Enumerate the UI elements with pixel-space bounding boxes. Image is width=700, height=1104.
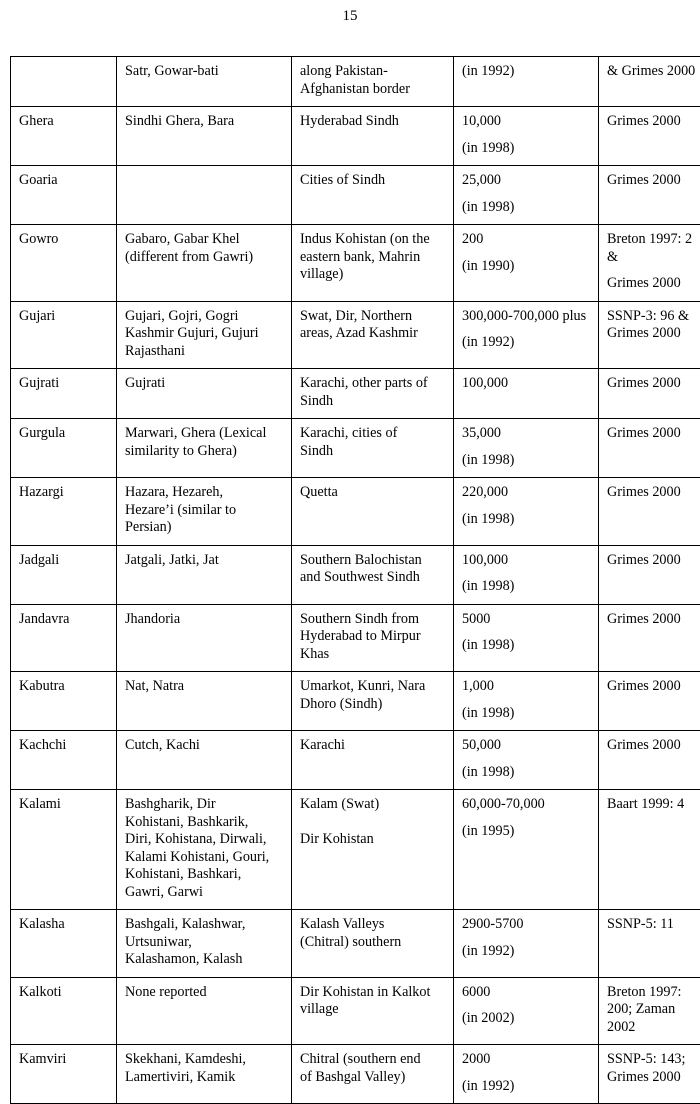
alternate-name-line: Jhandoria: [125, 611, 283, 629]
alternate-names-cell: [117, 107, 292, 166]
alternate-name-line: Lamertiviri, Kamik: [125, 1069, 283, 1087]
alternate-name-line: similarity to Ghera): [125, 443, 283, 461]
location-line: Sindh: [300, 443, 445, 461]
source-line: Grimes 2000: [607, 552, 700, 570]
alternate-name-line: Marwari, Ghera (Lexical: [125, 425, 283, 443]
source-line: Grimes 2000: [607, 611, 700, 629]
source-cell: [599, 910, 700, 978]
location-line: Southern Balochistan: [300, 552, 445, 570]
alternate-names-cell: [117, 790, 292, 910]
source-line: Grimes 2000: [607, 325, 700, 343]
table-row: [11, 478, 700, 546]
alternate-name-line: Cutch, Kachi: [125, 737, 283, 755]
location-line: Khas: [300, 646, 445, 664]
alternate-name-line: Kalami Kohistani, Gouri,: [125, 849, 283, 867]
location-line: eastern bank, Mahrin: [300, 249, 445, 267]
location-line: village): [300, 266, 445, 284]
location-line: Karachi, cities of: [300, 425, 445, 443]
alternate-name-line: Sindhi Ghera, Bara: [125, 113, 283, 131]
alternate-name-line: Gawri, Garwi: [125, 884, 283, 902]
population-value: 5000: [462, 611, 590, 629]
table-row: [11, 672, 700, 731]
language-name-cell: Hazargi: [11, 478, 117, 546]
location-line: Hyderabad Sindh: [300, 113, 445, 131]
alternate-name-line: Skekhani, Kamdeshi,: [125, 1051, 283, 1069]
table-row: [11, 545, 700, 604]
population-year: (in 1992): [462, 1078, 590, 1096]
location-line: Afghanistan border: [300, 81, 445, 99]
alternate-name-line: Satr, Gowar-bati: [125, 63, 283, 81]
population-value: 6000: [462, 984, 590, 1002]
location-cell: [292, 369, 454, 419]
alternate-name-line: Kalashamon, Kalash: [125, 951, 283, 969]
population-year: (in 1998): [462, 705, 590, 723]
source-line: Grimes 2000: [607, 275, 700, 293]
source-cell: [599, 107, 700, 166]
alternate-names-cell: [117, 545, 292, 604]
population-cell: [454, 301, 599, 369]
location-line: Kalam (Swat): [300, 796, 445, 814]
location-cell: [292, 790, 454, 910]
population-value: 100,000: [462, 552, 590, 570]
language-name-cell: Gurgula: [11, 419, 117, 478]
source-cell: [599, 731, 700, 790]
alternate-name-line: (different from Gawri): [125, 249, 283, 267]
population-cell: [454, 910, 599, 978]
alternate-name-line: Bashgharik, Dir: [125, 796, 283, 814]
source-cell: [599, 545, 700, 604]
source-line: 200; Zaman: [607, 1001, 700, 1019]
location-cell: [292, 107, 454, 166]
location-line: Indus Kohistan (on the: [300, 231, 445, 249]
source-cell: [599, 301, 700, 369]
table-row: [11, 107, 700, 166]
population-year: (in 1992): [462, 943, 590, 961]
alternate-name-line: Kohistani, Bashkarik,: [125, 814, 283, 832]
population-cell: [454, 672, 599, 731]
location-line: (Chitral) southern: [300, 934, 445, 952]
alternate-names-cell: [117, 301, 292, 369]
population-cell: [454, 57, 599, 107]
location-line: Dhoro (Sindh): [300, 696, 445, 714]
location-cell: [292, 604, 454, 672]
source-line: SSNP-5: 11: [607, 916, 700, 934]
source-line: Breton 1997: 2: [607, 231, 700, 249]
alternate-name-line: Nat, Natra: [125, 678, 283, 696]
source-line: Grimes 2000: [607, 172, 700, 190]
source-line: 2002: [607, 1019, 700, 1037]
location-line: Cities of Sindh: [300, 172, 445, 190]
alternate-names-cell: [117, 166, 292, 225]
language-name-cell: [11, 57, 117, 107]
population-value: 35,000: [462, 425, 590, 443]
alternate-name-line: None reported: [125, 984, 283, 1002]
location-line: along Pakistan-: [300, 63, 445, 81]
location-cell: [292, 301, 454, 369]
location-line: Kalash Valleys: [300, 916, 445, 934]
source-line: Grimes 2000: [607, 425, 700, 443]
population-year: (in 1998): [462, 578, 590, 596]
population-value: 100,000: [462, 375, 590, 393]
alternate-name-line: Bashgali, Kalashwar,: [125, 916, 283, 934]
language-name-cell: Ghera: [11, 107, 117, 166]
location-line: Umarkot, Kunri, Nara: [300, 678, 445, 696]
alternate-name-line: Gabaro, Gabar Khel: [125, 231, 283, 249]
location-line: Southern Sindh from: [300, 611, 445, 629]
source-line: Grimes 2000: [607, 737, 700, 755]
location-cell: [292, 57, 454, 107]
table-row: [11, 604, 700, 672]
population-year: (in 2002): [462, 1010, 590, 1028]
location-line: of Bashgal Valley): [300, 1069, 445, 1087]
alternate-name-line: Hazara, Hezareh,: [125, 484, 283, 502]
page-number: 15: [0, 8, 700, 26]
alternate-names-cell: [117, 910, 292, 978]
language-name-cell: Gowro: [11, 225, 117, 302]
alternate-name-line: Diri, Kohistana, Dirwali,: [125, 831, 283, 849]
source-line: &: [607, 249, 700, 267]
alternate-names-cell: [117, 419, 292, 478]
location-cell: [292, 672, 454, 731]
language-name-cell: Kalami: [11, 790, 117, 910]
language-name-cell: Kamviri: [11, 1045, 117, 1104]
location-cell: [292, 166, 454, 225]
alternate-name-line: Jatgali, Jatki, Jat: [125, 552, 283, 570]
location-cell: [292, 731, 454, 790]
population-cell: [454, 419, 599, 478]
alternate-name-line: Urtsuniwar,: [125, 934, 283, 952]
source-line: Baart 1999: 4: [607, 796, 700, 814]
table-row: [11, 910, 700, 978]
language-name-cell: Kalkoti: [11, 977, 117, 1045]
alternate-name-line: Gujari, Gojri, Gogri: [125, 308, 283, 326]
table-row: [11, 790, 700, 910]
population-year: (in 1998): [462, 199, 590, 217]
language-name-cell: Goaria: [11, 166, 117, 225]
source-line: SSNP-3: 96 &: [607, 308, 700, 326]
alternate-names-cell: [117, 369, 292, 419]
location-line: Swat, Dir, Northern: [300, 308, 445, 326]
population-year: (in 1992): [462, 63, 590, 81]
population-value: 25,000: [462, 172, 590, 190]
location-line: Dir Kohistan in Kalkot: [300, 984, 445, 1002]
alternate-name-line: Kashmir Gujuri, Gujuri: [125, 325, 283, 343]
population-value: 300,000-700,000 plus: [462, 308, 590, 326]
population-cell: [454, 369, 599, 419]
location-cell: [292, 419, 454, 478]
table-row: [11, 419, 700, 478]
population-value: 220,000: [462, 484, 590, 502]
alternate-name-line: Hezare’i (similar to: [125, 502, 283, 520]
location-line: areas, Azad Kashmir: [300, 325, 445, 343]
source-line: SSNP-5: 143;: [607, 1051, 700, 1069]
population-cell: [454, 225, 599, 302]
source-cell: [599, 977, 700, 1045]
source-line: Grimes 2000: [607, 484, 700, 502]
location-line: Quetta: [300, 484, 445, 502]
population-value: 60,000-70,000: [462, 796, 590, 814]
language-table: [10, 56, 700, 1104]
population-value: 10,000: [462, 113, 590, 131]
language-name-cell: Kabutra: [11, 672, 117, 731]
population-year: (in 1995): [462, 823, 590, 841]
population-value: 50,000: [462, 737, 590, 755]
source-cell: [599, 166, 700, 225]
population-cell: [454, 107, 599, 166]
alternate-name-line: Rajasthani: [125, 343, 283, 361]
alternate-names-cell: [117, 225, 292, 302]
alternate-names-cell: [117, 57, 292, 107]
source-line: Grimes 2000: [607, 375, 700, 393]
table-row: [11, 225, 700, 302]
alternate-names-cell: [117, 731, 292, 790]
population-year: (in 1992): [462, 334, 590, 352]
source-line: Grimes 2000: [607, 1069, 700, 1087]
source-line: Grimes 2000: [607, 678, 700, 696]
source-cell: [599, 57, 700, 107]
population-year: (in 1998): [462, 452, 590, 470]
table-row: [11, 166, 700, 225]
table-row: [11, 301, 700, 369]
population-value: 1,000: [462, 678, 590, 696]
language-table-container: [10, 56, 700, 1104]
table-row: [11, 369, 700, 419]
source-cell: [599, 790, 700, 910]
alternate-names-cell: [117, 478, 292, 546]
language-name-cell: Kachchi: [11, 731, 117, 790]
location-cell: [292, 225, 454, 302]
population-cell: [454, 604, 599, 672]
population-cell: [454, 545, 599, 604]
location-line: Chitral (southern end: [300, 1051, 445, 1069]
language-name-cell: Kalasha: [11, 910, 117, 978]
population-value: 2900-5700: [462, 916, 590, 934]
table-row: [11, 977, 700, 1045]
population-year: (in 1998): [462, 140, 590, 158]
location-cell: [292, 910, 454, 978]
location-cell: [292, 545, 454, 604]
source-cell: [599, 369, 700, 419]
alternate-name-line: Persian): [125, 519, 283, 537]
alternate-names-cell: [117, 977, 292, 1045]
source-cell: [599, 225, 700, 302]
alternate-names-cell: [117, 604, 292, 672]
location-cell: [292, 478, 454, 546]
language-name-cell: Gujrati: [11, 369, 117, 419]
source-line: Breton 1997:: [607, 984, 700, 1002]
location-line: and Southwest Sindh: [300, 569, 445, 587]
location-line: Karachi: [300, 737, 445, 755]
population-year: (in 1998): [462, 764, 590, 782]
location-line: [300, 814, 445, 832]
population-value: 200: [462, 231, 590, 249]
source-cell: [599, 478, 700, 546]
source-cell: [599, 604, 700, 672]
location-line: Sindh: [300, 393, 445, 411]
population-cell: [454, 790, 599, 910]
language-name-cell: Jadgali: [11, 545, 117, 604]
source-line: & Grimes 2000: [607, 63, 700, 81]
location-line: Hyderabad to Mirpur: [300, 628, 445, 646]
population-year: (in 1998): [462, 511, 590, 529]
population-cell: [454, 478, 599, 546]
alternate-names-cell: [117, 672, 292, 731]
alternate-name-line: Kohistani, Bashkari,: [125, 866, 283, 884]
population-year: (in 1990): [462, 258, 590, 276]
population-value: 2000: [462, 1051, 590, 1069]
population-cell: [454, 731, 599, 790]
population-year: (in 1998): [462, 637, 590, 655]
language-table-body: [11, 57, 700, 1104]
location-line: village: [300, 1001, 445, 1019]
table-row: [11, 731, 700, 790]
location-line: Dir Kohistan: [300, 831, 445, 849]
source-cell: [599, 419, 700, 478]
language-name-cell: Gujari: [11, 301, 117, 369]
location-cell: [292, 977, 454, 1045]
language-name-cell: Jandavra: [11, 604, 117, 672]
alternate-name-line: Gujrati: [125, 375, 283, 393]
population-cell: [454, 166, 599, 225]
table-row: [11, 57, 700, 107]
source-line: Grimes 2000: [607, 113, 700, 131]
population-cell: [454, 977, 599, 1045]
location-line: Karachi, other parts of: [300, 375, 445, 393]
source-cell: [599, 672, 700, 731]
